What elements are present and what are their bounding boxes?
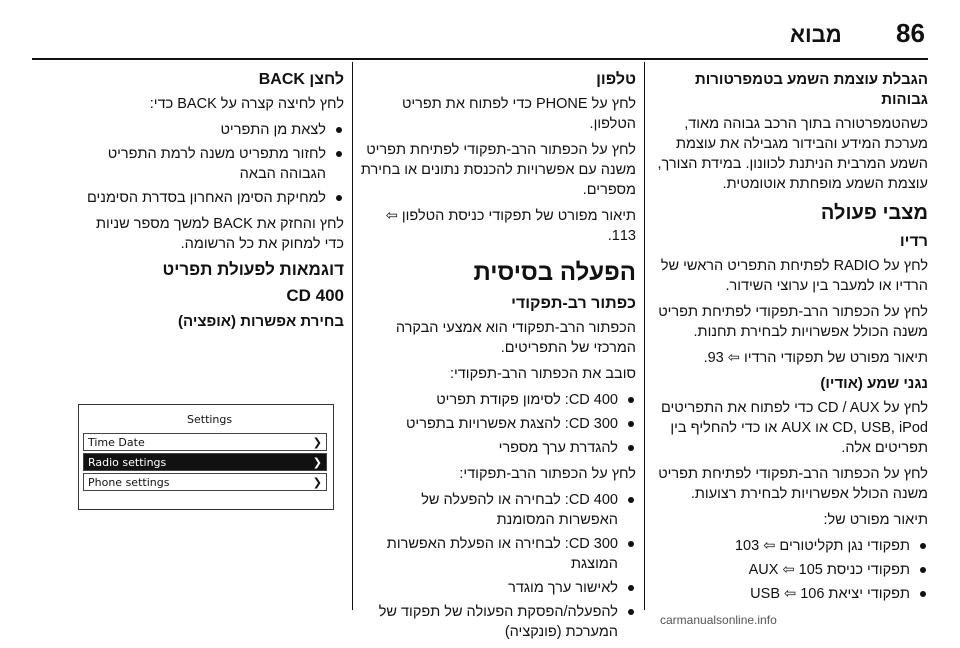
list-item: תפקודי יציאת USB ⇦ 106 xyxy=(652,584,928,604)
chevron-right-icon: ❯ xyxy=(312,456,322,469)
column-divider-left xyxy=(352,62,353,610)
section-operating-modes: מצבי פעולה xyxy=(820,202,928,224)
section-basic-operation: הפעלה בסיסית xyxy=(473,259,636,286)
players-heading: נגני שמע (אודיו) xyxy=(820,375,928,392)
phone-text-3: תיאור מפורט של תפקודי כניסת הטלפון ⇦ 113. xyxy=(385,208,636,244)
cd400-heading: CD 400 xyxy=(286,286,344,305)
rotate-list xyxy=(360,390,636,458)
back-text-1: לחץ לחיצה קצרה על BACK כדי: xyxy=(149,96,344,112)
list-item: להגדרת ערך מספרי xyxy=(360,438,636,458)
phone-text-2: לחץ על הכפתור הרב-תפקודי לפתיחת תפריט משנה עם אפשרויות להכנסת נתונים או בחירת מספרים. xyxy=(360,142,636,198)
phone-text-1: לחץ על PHONE כדי לפתוח את תפריט הטלפון. xyxy=(401,96,636,132)
press-list xyxy=(360,490,636,642)
chevron-right-icon: ❯ xyxy=(312,476,322,489)
list-item: תפקודי נגן תקליטורים ⇦ 103 xyxy=(652,536,928,556)
list-item: CD 300: להצגת אפשרויות בתפריט xyxy=(360,414,636,434)
menu-item-phone-settings[interactable] xyxy=(83,473,327,491)
list-item: תפקודי כניסת AUX ⇦ 105 xyxy=(652,560,928,580)
menu-item-label: Phone settings xyxy=(88,476,170,489)
high-temp-text: כשהטמפרטורה בתוך הרכב גבוהה מאוד, מערכת המידע והבידור מגבילה את עוצמת השמע המרבית הניתנת לכוונון. במידת הצורך, עוצמת השמע מופחתת אוטומטית. xyxy=(657,116,928,192)
column-right xyxy=(652,64,928,610)
knob-text-1: הכפתור הרב-תפקודי הוא אמצעי הבקרה המרכזי של התפריטים. xyxy=(395,320,636,356)
radio-text-1: לחץ על RADIO לפתיחת התפריט הראשי של הרדיו או למעבר בין ערוצי השידור. xyxy=(660,258,928,294)
back-list xyxy=(76,120,344,208)
list-item: CD 400: לסימון פקודת תפריט xyxy=(360,390,636,410)
page-title: מבוא xyxy=(790,22,842,47)
players-list xyxy=(652,536,928,604)
page-number: 86 xyxy=(896,18,925,48)
radio-heading: רדיו xyxy=(899,233,928,250)
option-select-heading: בחירת אפשרות (אופציה) xyxy=(178,313,344,330)
section-menu-examples: דוגמאות לפעולת תפריט xyxy=(162,260,344,279)
list-item: לאישור ערך מוגדר xyxy=(360,578,636,598)
list-item: לצאת מן התפריט xyxy=(76,120,344,140)
column-left xyxy=(76,64,344,336)
players-text-2: לחץ על הכפתור הרב-תפקודי לפתיחת תפריט משנה הכולל אפשרויות לבחירת רצועות. xyxy=(658,466,928,502)
list-item: למחיקת הסימן האחרון בסדרת הסימנים xyxy=(76,188,344,208)
settings-screen xyxy=(78,404,334,510)
radio-text-3: תיאור מפורט של תפקודי הרדיו ⇦ 93. xyxy=(703,350,928,366)
phone-heading: טלפון xyxy=(596,71,636,88)
column-divider-right xyxy=(644,62,645,610)
menu-item-time-date[interactable] xyxy=(83,433,327,451)
menu-item-label: Radio settings xyxy=(88,456,167,469)
list-item: CD 300: לבחירה או הפעלת האפשרות המוצגת xyxy=(360,534,636,574)
players-text-1: לחץ על CD / AUX כדי לפתוח את התפריטים CD, USB, iPod או AUX או כדי להחליף בין תפריטים אלה. xyxy=(660,400,928,456)
header-rule xyxy=(32,58,928,60)
back-heading: לחצן BACK xyxy=(258,71,344,88)
list-item: לחזור מתפריט משנה לרמת התפריט הגבוהה הבאה xyxy=(76,144,344,184)
high-temp-heading: הגבלת עוצמת השמע בטמפרטורות גבוהות xyxy=(694,71,928,108)
chevron-right-icon: ❯ xyxy=(312,436,322,449)
knob-text-3: לחץ על הכפתור הרב-תפקודי: xyxy=(459,466,636,482)
footer-watermark: carmanualsonline.info xyxy=(660,613,777,627)
menu-item-label: Time Date xyxy=(88,436,145,449)
screen-title: Settings xyxy=(187,413,233,426)
list-item: להפעלה/הפסקת הפעולה של תפקוד של המערכת (פונקציה) xyxy=(360,602,636,642)
menu-item-radio-settings[interactable] xyxy=(83,453,327,471)
radio-text-2: לחץ על הכפתור הרב-תפקודי לפתיחת תפריט משנה הכולל אפשרויות לבחירת תחנות. xyxy=(658,304,928,340)
back-text-2: לחץ והחזק את BACK למשך מספר שניות כדי למחוק את כל הרשומה. xyxy=(95,216,344,252)
knob-text-2: סובב את הכפתור הרב-תפקודי: xyxy=(449,366,636,382)
list-item: CD 400: לבחירה או להפעלה של האפשרות המסומנת xyxy=(360,490,636,530)
knob-heading: כפתור רב-תפקודי xyxy=(511,295,636,312)
players-text-3: תיאור מפורט של: xyxy=(823,512,928,528)
column-middle xyxy=(360,64,636,648)
